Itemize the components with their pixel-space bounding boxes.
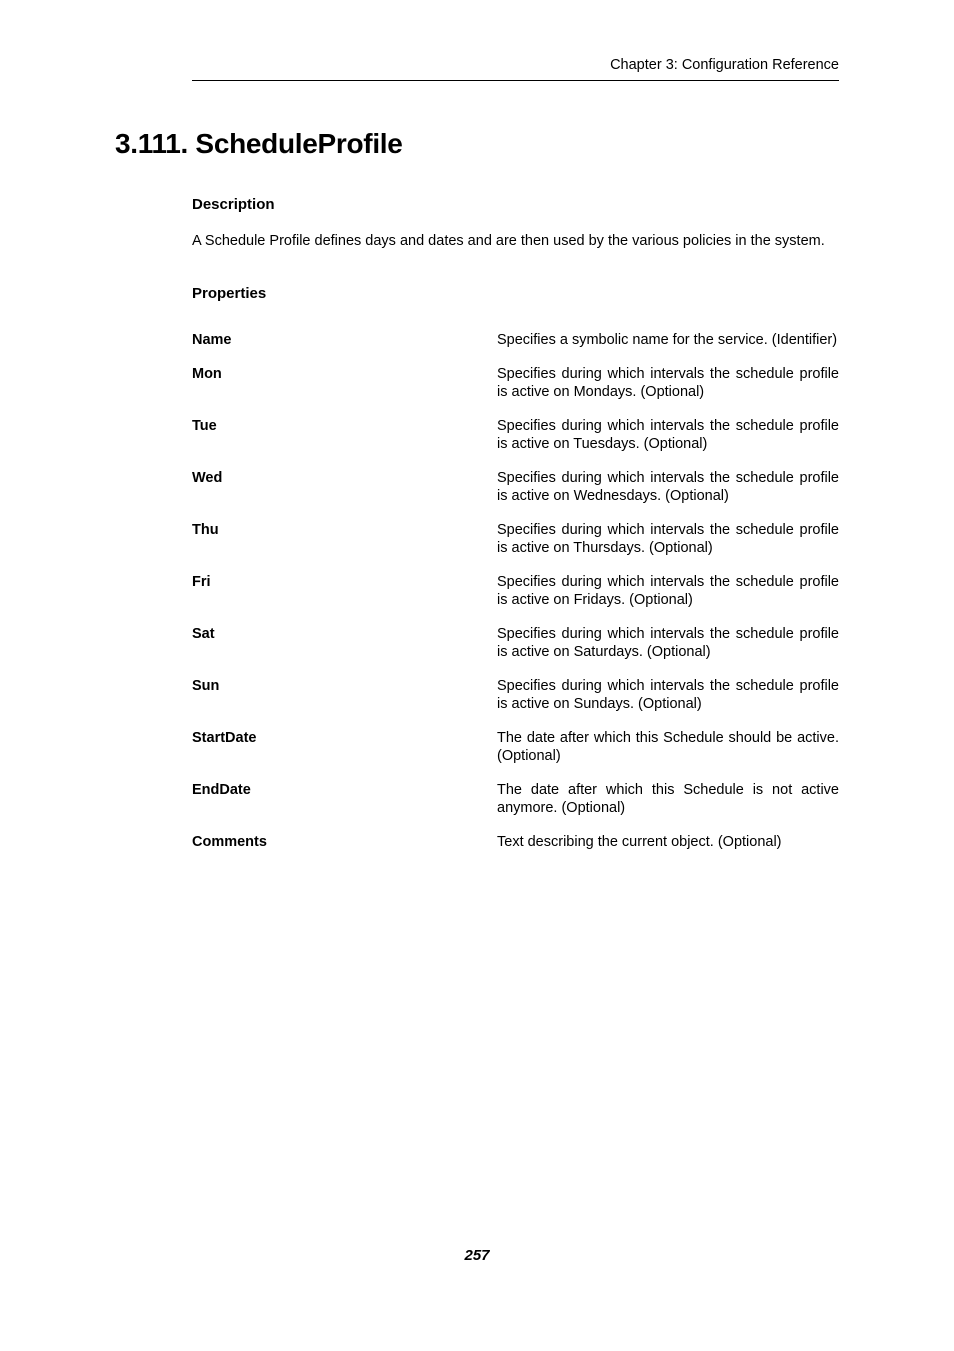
property-row (192, 417, 839, 453)
property-name: EndDate (192, 782, 251, 798)
page-number: 257 (464, 1247, 490, 1264)
property-description: Specifies during which intervals the schedule profile is active on Sundays. (Optional) (497, 678, 839, 712)
property-description: Specifies during which intervals the schedule profile is active on Tuesdays. (Optional) (497, 418, 839, 452)
property-row (192, 729, 839, 765)
section-title: 3.111. ScheduleProfile (115, 128, 403, 159)
property-row (192, 469, 839, 505)
description-heading: Description (192, 196, 275, 213)
property-description: Text describing the current object. (Optional) (497, 834, 782, 850)
description-text: A Schedule Profile defines days and dates and are then used by the various policies in the system. (192, 233, 825, 249)
property-name: Tue (192, 418, 217, 434)
property-description: Specifies during which intervals the schedule profile is active on Mondays. (Optional) (497, 366, 839, 400)
property-row (192, 573, 839, 609)
property-name: Thu (192, 522, 219, 538)
page-header (192, 55, 839, 81)
property-description: Specifies a symbolic name for the service. (Identifier) (497, 332, 838, 348)
property-row (192, 677, 839, 713)
property-row (192, 833, 839, 851)
property-description: The date after which this Schedule is not active anymore. (Optional) (497, 782, 839, 816)
property-name: Name (192, 332, 232, 348)
properties-heading: Properties (192, 285, 267, 302)
property-description: The date after which this Schedule should be active. (Optional) (497, 730, 839, 764)
property-description: Specifies during which intervals the schedule profile is active on Fridays. (Optional) (497, 574, 839, 608)
property-row (192, 331, 839, 349)
property-name: Sat (192, 626, 215, 642)
property-description: Specifies during which intervals the schedule profile is active on Saturdays. (Optional) (497, 626, 839, 660)
property-description: Specifies during which intervals the schedule profile is active on Wednesdays. (Optional) (497, 470, 839, 504)
property-row (192, 781, 839, 817)
property-name: StartDate (192, 730, 257, 746)
properties-list (192, 331, 839, 867)
chapter-title: Chapter 3: Configuration Reference (610, 57, 839, 73)
property-name: Wed (192, 470, 223, 486)
property-row (192, 365, 839, 401)
property-description: Specifies during which intervals the schedule profile is active on Thursdays. (Optional) (497, 522, 839, 556)
property-row (192, 625, 839, 661)
property-name: Comments (192, 834, 267, 850)
property-name: Sun (192, 678, 220, 694)
property-row (192, 521, 839, 557)
property-name: Mon (192, 366, 222, 382)
property-name: Fri (192, 574, 211, 590)
